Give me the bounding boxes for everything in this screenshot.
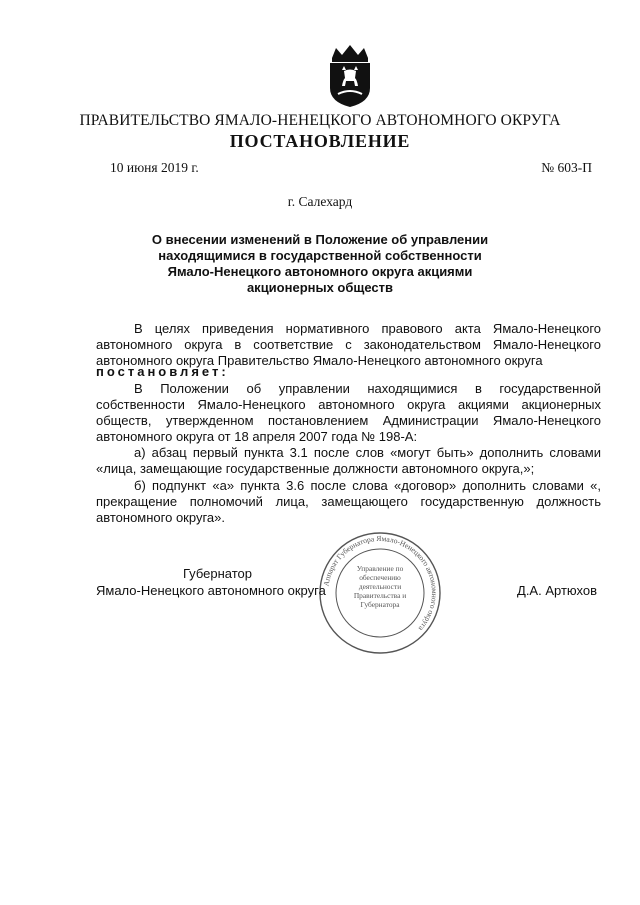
document-date: 10 июня 2019 г. (110, 160, 199, 175)
signatory-title-line-2: Ямало-Ненецкого автономного округа (96, 583, 326, 598)
body-paragraph-a: а) абзац первый пункта 3.1 после слов «могут быть» дополнить словами «лица, замещающие государственные должности автономного округа,»; (96, 445, 601, 476)
coat-of-arms-icon (326, 44, 374, 108)
document-type: ПОСТАНОВЛЕНИЕ (229, 131, 411, 151)
body-paragraph-1: В Положении об управлении находящимися в государственной собственности Ямало-Ненецкого автономного округа акциями акционерных обществ, утвержденном постановлением Администрации Ямало-Ненецкого автономного округа от 18 апреля 2007 года № 198-А: (96, 381, 601, 444)
government-name: ПРАВИТЕЛЬСТВО ЯМАЛО-НЕНЕЦКОГО АВТОНОМНОГО ОКРУГА (79, 112, 561, 129)
body-paragraph-b: б) подпункт «а» пункта 3.6 после слова «договор» дополнить словами «, прекращение полномочий лица, замещающего государственную должность автономного округа». (96, 478, 601, 525)
document-number: № 603-П (541, 160, 592, 175)
preamble-paragraph: В целях приведения нормативного правового акта Ямало-Ненецкого автономного округа в соответствие с законодательством Ямало-Ненецкого автономного округа Правительство Ямало-Ненецкого автономного округа (96, 321, 601, 368)
signatory-name: Д.А. Артюхов (517, 583, 597, 598)
decree-word: постановляет: (96, 364, 229, 379)
stamp-inner-text: Управление по обеспечению деятельности Правительства и Губернатора (353, 564, 407, 609)
document-subject: О внесении изменений в Положение об управлении находящимися в государственной собственности Ямало-Ненецкого автономного округа акциями акционерных обществ (151, 232, 489, 295)
signatory-title-line-1: Губернатор (183, 566, 252, 581)
stamp-outer-text: Аппарат Губернатора Ямало-Ненецкого автономного округа (321, 533, 440, 633)
document-city: г. Салехард (287, 194, 353, 209)
official-stamp (317, 530, 443, 656)
